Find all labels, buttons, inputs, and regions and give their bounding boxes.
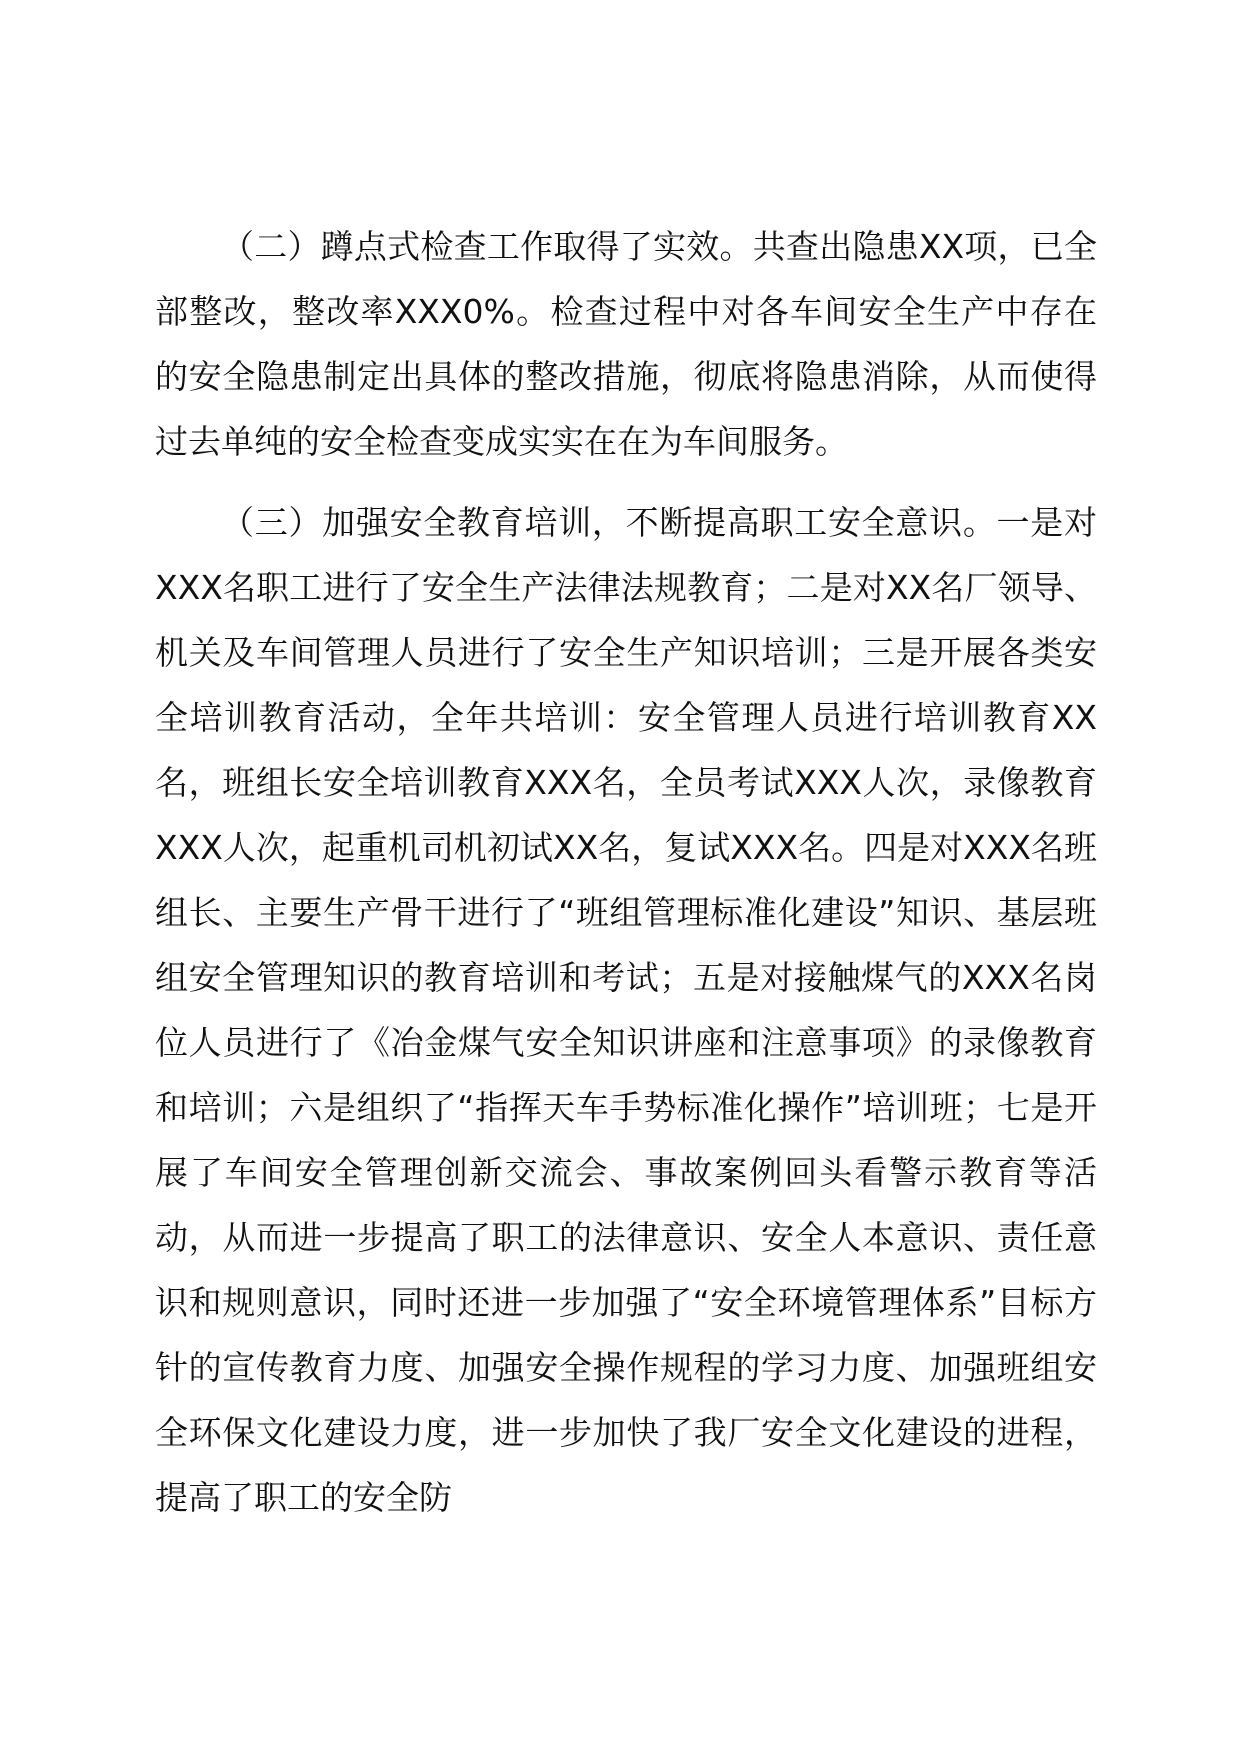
document-body	[155, 214, 1097, 1530]
paragraph-inspection-results: （二）蹲点式检查工作取得了实效。共查出隐患XX项，已全部整改，整改率XXX0%。检查过程中对各车间安全生产中存在的安全隐患制定出具体的整改措施，彻底将隐患消除，从而使得过去单纯的安全检查变成实实在在为车间服务。	[155, 227, 1097, 461]
paragraph-safety-training: （三）加强安全教育培训，不断提高职工安全意识。一是对XXX名职工进行了安全生产法律法规教育；二是对XX名厂领导、机关及车间管理人员进行了安全生产知识培训；三是开展各类安全培训教育活动，全年共培训：安全管理人员进行培训教育XX名，班组长安全培训教育XXX名，全员考试XXX人次，录像教育XXX人次，起重机司机初试XX名，复试XXX名。四是对XXX名班组长、主要生产骨干进行了“班组管理标准化建设”知识、基层班组安全管理知识的教育培训和考试；五是对接触煤气的XXX名岗位人员进行了《冶金煤气安全知识讲座和注意事项》的录像教育和培训；六是组织了“指挥天车手势标准化操作”培训班；七是开展了车间安全管理创新交流会、事故案例回头看警示教育等活动，从而进一步提高了职工的法律意识、安全人本意识、责任意识和规则意识，同时还进一步加强了“安全环境管理体系”目标方针的宣传教育力度、加强安全操作规程的学习力度、加强班组安全环保文化建设力度，进一步加快了我厂安全文化建设的进程，提高了职工的安全防	[155, 503, 1097, 1517]
